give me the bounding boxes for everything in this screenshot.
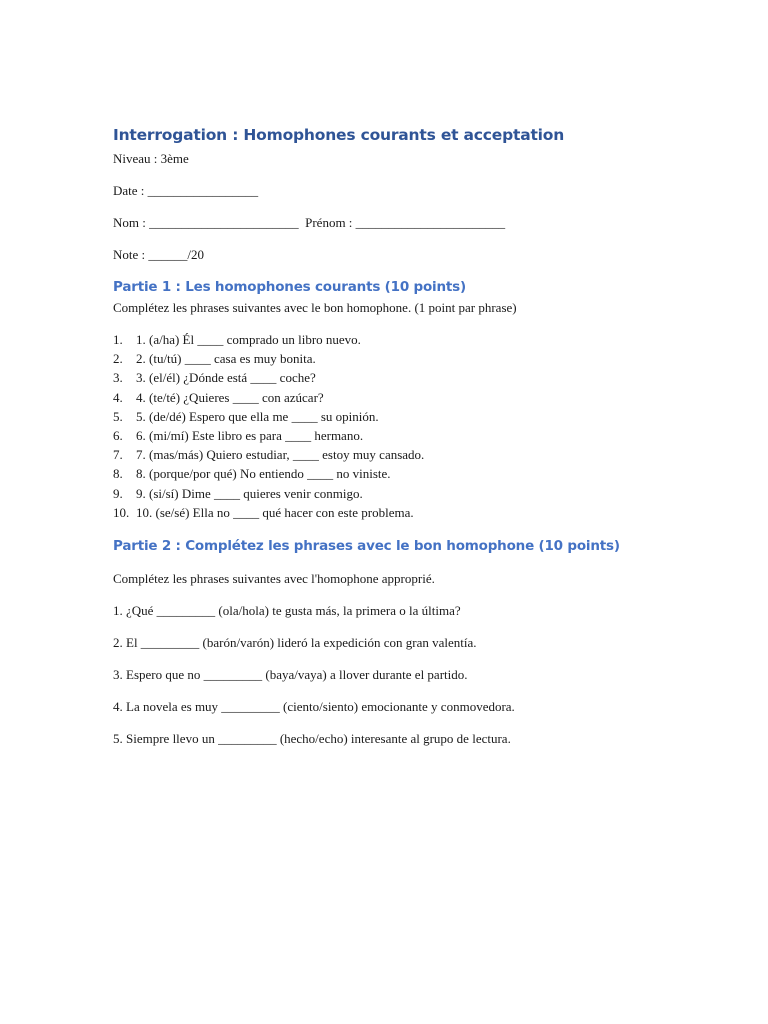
list-item	[113, 330, 713, 349]
niveau-line: Niveau : 3ème	[113, 151, 189, 166]
list-item-text: 2. (tu/tú) ____ casa es muy bonita.	[136, 351, 316, 367]
part1-list	[113, 330, 713, 522]
list-item-text: 8. (porque/por qué) No entiendo ____ no viniste.	[136, 466, 391, 482]
document-title: Interrogation : Homophones courants et acceptation	[113, 126, 565, 144]
list-item-number: 3.	[113, 370, 123, 386]
nom-prenom-line: Nom : _______________________ Prénom : _______________________	[113, 215, 506, 230]
note-line: Note : ______/20	[113, 247, 204, 262]
list-item-text: 4. (te/té) ¿Quieres ____ con azúcar?	[136, 389, 324, 405]
list-item-number: 4.	[113, 389, 123, 405]
part1-heading: Partie 1 : Les homophones courants (10 points)	[113, 279, 466, 295]
list-item	[113, 407, 713, 426]
list-item-number: 1.	[113, 332, 123, 347]
list-item-number: 6.	[113, 428, 123, 444]
list-item	[113, 503, 713, 522]
list-item	[113, 445, 713, 464]
list-item-number: 10.	[113, 504, 130, 520]
list-item	[113, 426, 713, 445]
list-item-text: 6. (mi/mí) Este libro es para ____ hermano.	[136, 428, 364, 444]
date-line: Date : _________________	[113, 183, 259, 198]
list-item: 3. Espero que no _________ (baya/vaya) a llover durante el partido.	[113, 667, 468, 683]
list-item	[113, 464, 713, 483]
list-item-number: 9.	[113, 485, 123, 501]
document-page	[113, 124, 713, 747]
list-item: 5. Siempre llevo un _________ (hecho/echo) interesante al grupo de lectura.	[113, 731, 511, 747]
list-item-number: 5.	[113, 408, 123, 424]
list-item-text: 7. (mas/más) Quiero estudiar, ____ estoy muy cansado.	[136, 447, 425, 463]
list-item-text: 10. (se/sé) Ella no ____ qué hacer con este problema.	[136, 504, 414, 520]
list-item-text: 9. (si/sí) Dime ____ quieres venir conmigo.	[136, 485, 363, 501]
part2-heading: Partie 2 : Complétez les phrases avec le bon homophone (10 points)	[113, 538, 620, 555]
list-item-text: 3. (el/él) ¿Dónde está ____ coche?	[136, 370, 316, 386]
list-item: 2. El _________ (barón/varón) lideró la expedición con gran valentía.	[113, 635, 477, 651]
part1-instructions: Complétez les phrases suivantes avec le bon homophone. (1 point par phrase)	[113, 300, 517, 315]
list-item-number: 8.	[113, 466, 123, 482]
list-item	[113, 368, 713, 387]
list-item	[113, 388, 713, 407]
list-item-number: 2.	[113, 351, 123, 367]
list-item	[113, 349, 713, 368]
list-item: 1. ¿Qué _________ (ola/hola) te gusta más, la primera o la última?	[113, 603, 461, 619]
list-item-text: 5. (de/dé) Espero que ella me ____ su opinión.	[136, 408, 379, 424]
part2-instructions: Complétez les phrases suivantes avec l'homophone approprié.	[113, 571, 435, 587]
list-item	[113, 484, 713, 503]
list-item-number: 7.	[113, 447, 123, 463]
list-item-text: 1. (a/ha) Él ____ comprado un libro nuevo.	[136, 332, 361, 347]
list-item: 4. La novela es muy _________ (ciento/siento) emocionante y conmovedora.	[113, 699, 515, 715]
